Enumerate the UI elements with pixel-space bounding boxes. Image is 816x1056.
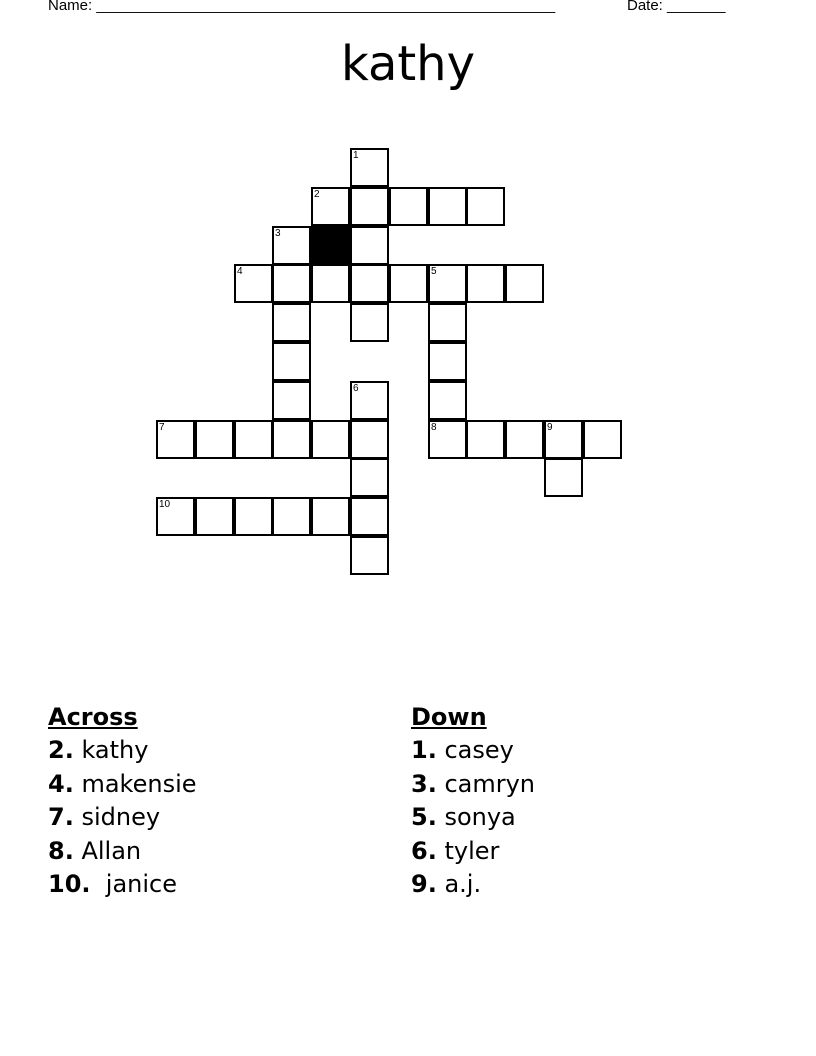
clue-item — [411, 801, 535, 835]
crossword-cell[interactable] — [428, 187, 467, 226]
clue-number: 3. — [411, 769, 437, 798]
crossword-cell[interactable] — [311, 264, 350, 303]
across-clues — [48, 701, 197, 902]
crossword-cell[interactable] — [272, 226, 311, 265]
clue-item — [411, 835, 535, 869]
clue-item — [411, 734, 535, 768]
crossword-cell[interactable] — [350, 536, 389, 575]
crossword-cell[interactable] — [195, 497, 234, 536]
crossword-cell[interactable] — [428, 264, 467, 303]
crossword-cell[interactable] — [466, 420, 505, 459]
crossword-cell[interactable] — [466, 187, 505, 226]
clue-item — [48, 768, 197, 802]
crossword-cell[interactable] — [350, 497, 389, 536]
crossword-cell[interactable] — [544, 420, 583, 459]
clue-number: 2. — [48, 736, 74, 764]
crossword-block-cell — [311, 226, 350, 265]
crossword-cell[interactable] — [350, 381, 389, 420]
clue-text: sidney — [73, 803, 161, 831]
across-heading: Across — [48, 703, 138, 731]
crossword-cell[interactable] — [466, 264, 505, 303]
crossword-cell[interactable] — [311, 497, 350, 536]
crossword-cell[interactable] — [505, 264, 544, 303]
cell-number: 5 — [431, 266, 437, 277]
crossword-cell[interactable] — [156, 497, 195, 536]
crossword-cell[interactable] — [350, 458, 389, 497]
clue-number: 1. — [411, 736, 437, 764]
crossword-cell[interactable] — [234, 264, 273, 303]
crossword-cell[interactable] — [350, 148, 389, 187]
cell-number: 4 — [237, 266, 243, 277]
clue-text: sonya — [436, 803, 516, 831]
cell-number: 8 — [431, 422, 437, 433]
crossword-cell[interactable] — [272, 342, 311, 381]
clue-number: 10. — [48, 870, 91, 898]
crossword-cell[interactable] — [389, 187, 428, 226]
clue-text: Allan — [73, 836, 142, 865]
crossword-cell[interactable] — [350, 187, 389, 226]
crossword-cell[interactable] — [350, 226, 389, 265]
crossword-cell[interactable] — [505, 420, 544, 459]
clue-number: 5. — [411, 803, 437, 831]
clue-item — [48, 835, 197, 869]
cell-number: 9 — [547, 422, 553, 433]
cell-number: 7 — [159, 422, 165, 433]
crossword-cell[interactable] — [583, 420, 622, 459]
crossword-cell[interactable] — [350, 420, 389, 459]
clue-text: janice — [90, 870, 177, 898]
crossword-cell[interactable] — [195, 420, 234, 459]
clue-item — [411, 768, 535, 802]
clue-number: 6. — [411, 836, 437, 865]
cell-number: 6 — [353, 383, 359, 394]
clue-text: a.j. — [436, 870, 482, 898]
puzzle-title: kathy — [340, 36, 475, 92]
clue-item — [411, 868, 535, 902]
clue-number: 4. — [48, 769, 74, 798]
cell-number: 10 — [159, 499, 171, 510]
clue-number: 8. — [48, 836, 74, 865]
clue-text: makensie — [73, 769, 197, 798]
clue-item — [48, 801, 197, 835]
crossword-cell[interactable] — [311, 420, 350, 459]
cell-number: 1 — [353, 150, 359, 161]
crossword-cell[interactable] — [156, 420, 195, 459]
down-heading: Down — [411, 703, 487, 731]
cell-number: 3 — [275, 228, 281, 239]
crossword-cell[interactable] — [428, 342, 467, 381]
down-clues — [411, 701, 535, 902]
name-field-line: Name: _______________________________________________________ — [48, 0, 556, 14]
crossword-cell[interactable] — [544, 458, 583, 497]
clue-item — [48, 868, 197, 902]
date-field-line: Date: _______ — [627, 0, 726, 14]
crossword-cell[interactable] — [272, 264, 311, 303]
crossword-cell[interactable] — [428, 420, 467, 459]
crossword-cell[interactable] — [272, 420, 311, 459]
clue-text: tyler — [436, 836, 500, 865]
crossword-cell[interactable] — [350, 264, 389, 303]
crossword-cell[interactable] — [234, 420, 273, 459]
cell-number: 2 — [314, 189, 320, 200]
crossword-cell[interactable] — [350, 303, 389, 342]
clue-item — [48, 734, 197, 768]
crossword-cell[interactable] — [272, 381, 311, 420]
crossword-cell[interactable] — [428, 381, 467, 420]
crossword-cell[interactable] — [389, 264, 428, 303]
crossword-cell[interactable] — [272, 497, 311, 536]
clue-text: kathy — [73, 736, 149, 764]
crossword-cell[interactable] — [272, 303, 311, 342]
clue-number: 9. — [411, 870, 437, 898]
crossword-cell[interactable] — [428, 303, 467, 342]
clue-number: 7. — [48, 803, 74, 831]
clue-text: casey — [436, 736, 514, 764]
clue-text: camryn — [436, 769, 536, 798]
crossword-cell[interactable] — [234, 497, 273, 536]
crossword-cell[interactable] — [311, 187, 350, 226]
